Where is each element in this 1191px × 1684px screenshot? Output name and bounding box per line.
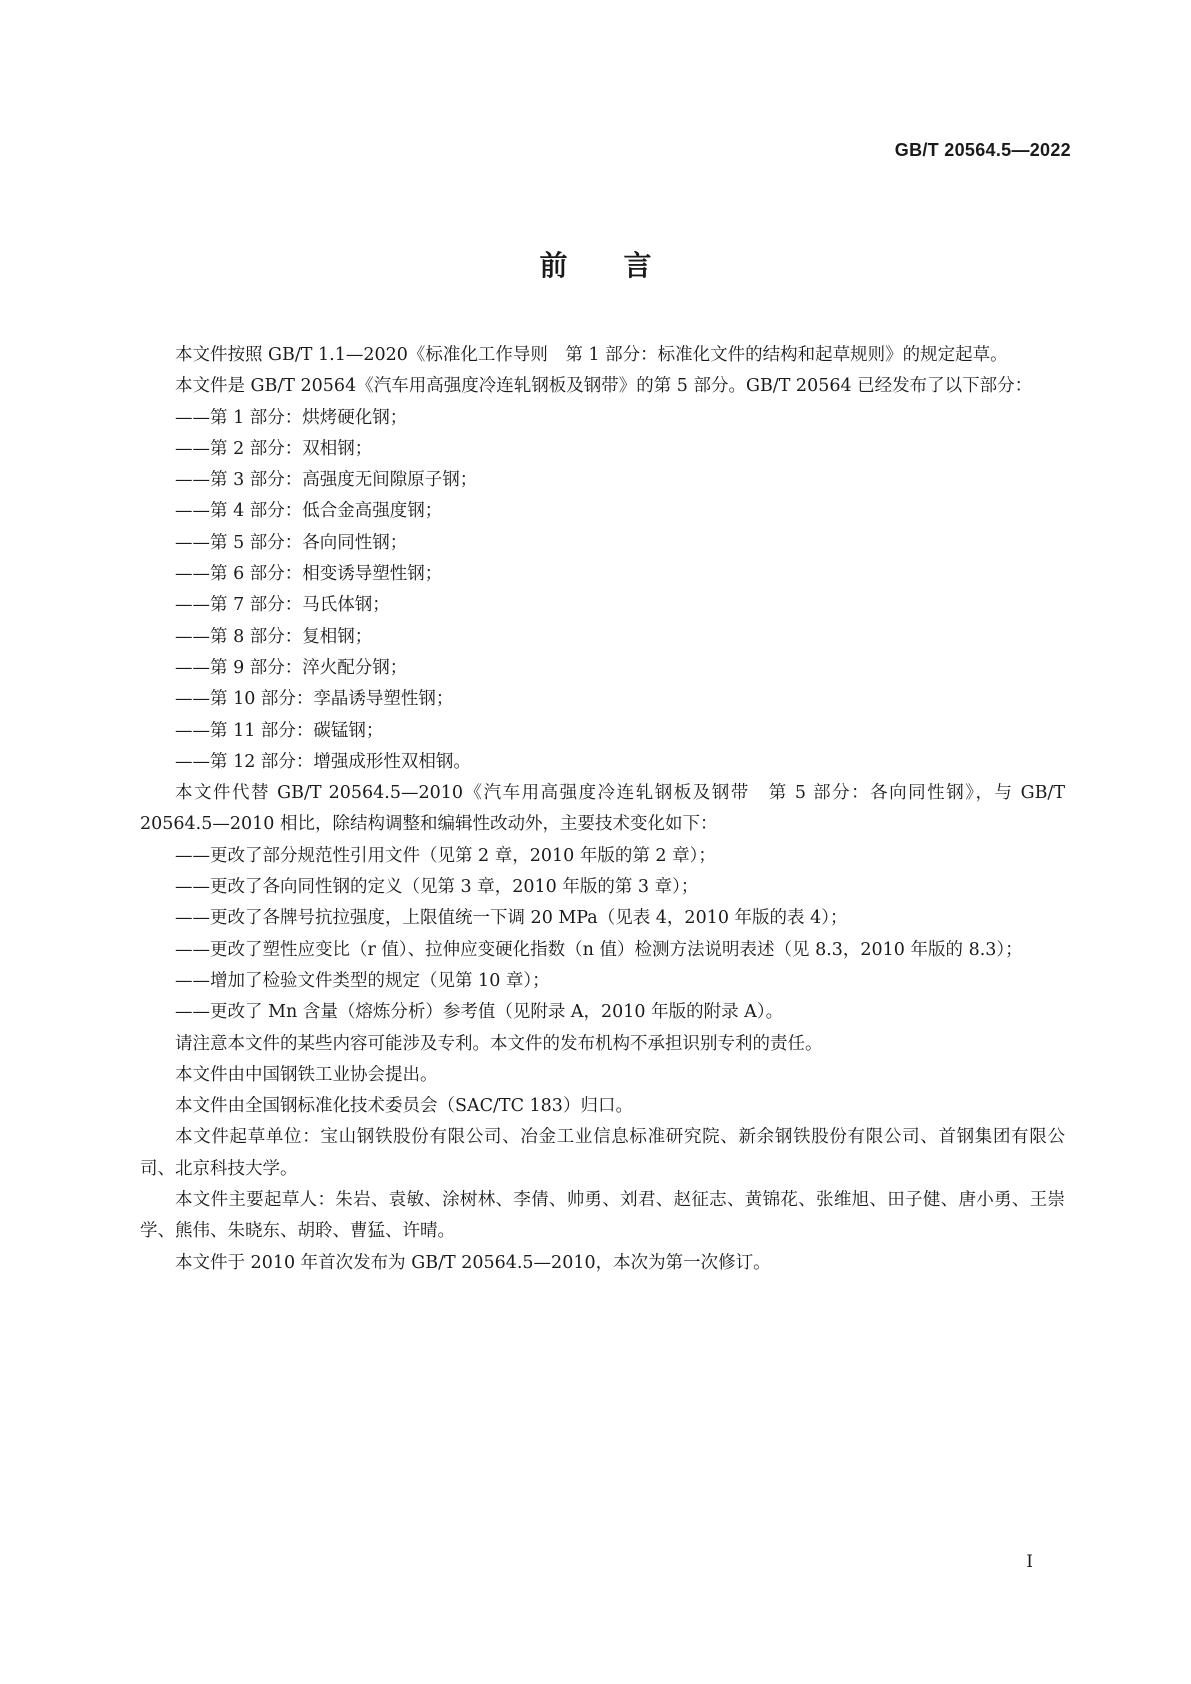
- list-item: ——第 1 部分：烘烤硬化钢；: [175, 407, 408, 428]
- paragraph-administered-by: 本文件由全国钢标准化技术委员会（SAC/TC 183）归口。: [175, 1096, 633, 1117]
- list-item: ——第 9 部分：淬火配分钢；: [175, 657, 408, 678]
- paragraph-drafting-units: 本文件起草单位：宝山钢铁股份有限公司、冶金工业信息标准研究院、新余钢铁股份有限公司、首钢集团有限公司、北京科技大学。: [140, 1127, 1065, 1179]
- standard-code: GB/T 20564.5—2022: [894, 140, 1071, 160]
- list-item: ——第 5 部分：各向同性钢；: [175, 532, 408, 553]
- paragraph-replaces: 本文件代替 GB/T 20564.5—2010《汽车用高强度冷连轧钢板及钢带 第 5 部分：各向同性钢》，与 GB/T 20564.5—2010 相比，除结构调整和编辑性改动外，主要技术变化如下：: [140, 783, 1065, 835]
- change-item: ——增加了检验文件类型的规定（见第 10 章）；: [175, 970, 550, 991]
- change-item: ——更改了部分规范性引用文件（见第 2 章，2010 年版的第 2 章）；: [175, 845, 716, 866]
- change-item: ——更改了各向同性钢的定义（见第 3 章，2010 年版的第 3 章）；: [175, 877, 699, 898]
- list-item: ——第 7 部分：马氏体钢；: [175, 595, 390, 616]
- document-body: [140, 340, 1065, 1279]
- change-item: ——更改了各牌号抗拉强度，上限值统一下调 20 MPa（见表 4，2010 年版的表 4）；: [175, 908, 848, 929]
- paragraph-drafting-rules: 本文件按照 GB/T 1.1—2020《标准化工作导则 第 1 部分：标准化文件的结构和起草规则》的规定起草。: [175, 345, 1008, 365]
- paragraph-patent-notice: 请注意本文件的某些内容可能涉及专利。本文件的发布机构不承担识别专利的责任。: [175, 1033, 823, 1054]
- list-item: ——第 8 部分：复相钢；: [175, 626, 373, 647]
- change-item: ——更改了塑性应变比（r 值）、拉伸应变硬化指数（n 值）检测方法说明表述（见 8.3，2010 年版的 8.3）；: [175, 939, 1023, 960]
- paragraph-history: 本文件于 2010 年首次发布为 GB/T 20564.5—2010，本次为第一次修订。: [175, 1252, 771, 1273]
- list-item: ——第 4 部分：低合金高强度钢；: [175, 501, 443, 522]
- list-item: ——第 12 部分：增强成形性双相钢。: [175, 751, 471, 772]
- paragraph-series-intro: 本文件是 GB/T 20564《汽车用高强度冷连轧钢板及钢带》的第 5 部分。GB/T 20564 已经发布了以下部分：: [175, 376, 1033, 397]
- paragraph-proposed-by: 本文件由中国钢铁工业协会提出。: [175, 1064, 438, 1085]
- list-item: ——第 6 部分：相变诱导塑性钢；: [175, 564, 443, 585]
- paragraph-drafters: 本文件主要起草人：朱岩、袁敏、涂树林、李倩、帅勇、刘君、赵征志、黄锦花、张维旭、田子健、唐小勇、王崇学、熊伟、朱晓东、胡聆、曹猛、许晴。: [140, 1190, 1065, 1242]
- list-item: ——第 2 部分：双相钢；: [175, 438, 373, 459]
- change-item: ——更改了 Mn 含量（熔炼分析）参考值（见附录 A，2010 年版的附录 A）。: [175, 1002, 784, 1023]
- list-item: ——第 3 部分：高强度无间隙原子钢；: [175, 470, 478, 491]
- page-number: I: [1026, 1552, 1033, 1572]
- list-item: ——第 10 部分：孪晶诱导塑性钢；: [175, 689, 454, 710]
- list-item: ——第 11 部分：碳锰钢；: [175, 720, 384, 741]
- page-title: 前言: [539, 249, 708, 282]
